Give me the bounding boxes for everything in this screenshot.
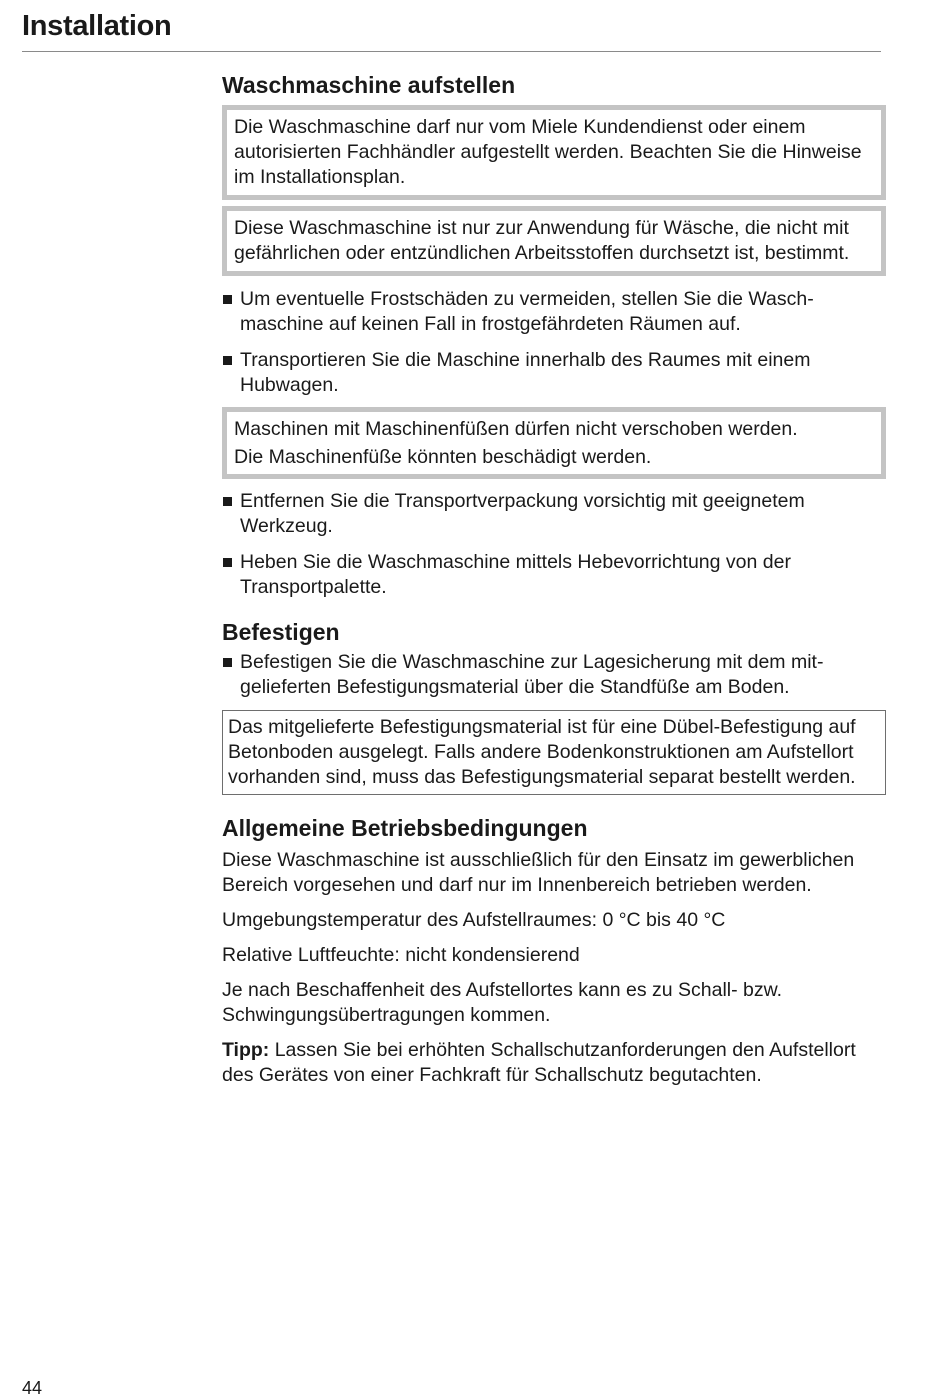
header-divider [22, 51, 881, 52]
bullet-square-icon [223, 497, 232, 506]
warning-text: Diese Waschmaschine ist nur zur Anwendung für Wäsche, die nicht mit gefährlichen oder entzündlichen Arbeitsstoffen durchsetzt ist, bestimmt. [234, 217, 850, 264]
note-box-fastening [222, 710, 886, 795]
list-item-text: Befestigen Sie die Waschmaschine zur Lagesicherung mit dem mitgelieferten Befestigungsmaterial über die Standfüße am Boden. [240, 651, 824, 698]
list-item [222, 489, 886, 539]
list-item-text: Transportieren Sie die Maschine innerhalb des Raumes mit einem Hubwagen. [240, 349, 811, 396]
main-content [222, 70, 886, 1088]
paragraph: Je nach Beschaffenheit des Aufstellortes kann es zu Schall- bzw. Schwingungsübertragungen kommen. [222, 979, 783, 1026]
bullet-square-icon [223, 295, 232, 304]
list-item [222, 550, 886, 600]
warning-box-installation [222, 105, 886, 200]
tip-text: Lassen Sie bei erhöhten Schallschutzanforderungen den Aufstellort des Gerätes von einer Fachkraft für Schallschutz begutachten. [222, 1039, 856, 1086]
list-item-text: Heben Sie die Waschmaschine mittels Hebevorrichtung von der Transportpalette. [240, 551, 791, 598]
warning-box-usage [222, 206, 886, 276]
section-heading-aufstellen: Waschmaschine aufstellen [222, 72, 516, 98]
paragraph: Relative Luftfeuchte: nicht kondensierend [222, 944, 580, 966]
paragraph: Diese Waschmaschine ist ausschließlich für den Einsatz im gewerblichen Bereich vorgesehen und darf nur im Innenbereich betrieben werden. [222, 849, 855, 896]
section-heading-betriebsbedingungen: Allgemeine Betriebsbedingungen [222, 815, 588, 841]
page-number: 44 [22, 1378, 43, 1398]
note-text: Das mitgelieferte Befestigungsmaterial ist für eine Dübel-Befestigung auf Betonboden ausgelegt. Falls andere Bodenkonstruktionen am Aufstellort vorhanden sind, muss das Befestigungsmaterial separat bestellt werden. [228, 716, 856, 788]
tip-paragraph [222, 1038, 886, 1088]
list-item [222, 287, 886, 337]
warning-text: Die Waschmaschine darf nur vom Miele Kundendienst oder einem autorisierten Fachhändler aufgestellt werden. Beachten Sie die Hinweise im Installationsplan. [234, 116, 862, 188]
list-item-text: Entfernen Sie die Transportverpackung vorsichtig mit geeignetem Werkzeug. [240, 490, 805, 537]
bullet-square-icon [223, 356, 232, 365]
list-item [222, 348, 886, 398]
paragraph: Umgebungstemperatur des Aufstellraumes: 0 °C bis 40 °C [222, 909, 726, 931]
warning-text: Die Maschinenfüße könnten beschädigt werden. [234, 446, 652, 468]
bullet-square-icon [223, 558, 232, 567]
list-item [222, 650, 886, 700]
tip-label: Tipp: [222, 1039, 270, 1061]
section-heading-befestigen: Befestigen [222, 619, 340, 645]
warning-text: Maschinen mit Maschinenfüßen dürfen nicht verschoben werden. [234, 418, 798, 440]
list-item-text: Um eventuelle Frostschäden zu vermeiden, stellen Sie die Waschmaschine auf keinen Fall in frostgefährdeten Räumen auf. [240, 288, 814, 335]
warning-box-feet [222, 407, 886, 479]
page-header-title: Installation [22, 10, 172, 42]
bullet-square-icon [223, 658, 232, 667]
